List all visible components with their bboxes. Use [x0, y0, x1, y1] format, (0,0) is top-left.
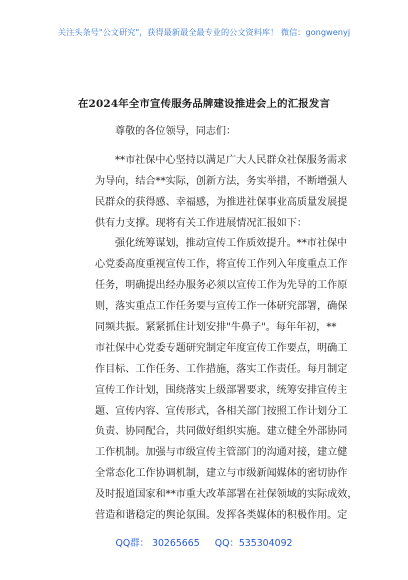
body-line: 全常态化工作协调机制，建立与市级新闻媒体的密切协作 [95, 468, 348, 480]
body-line: 为导向，结合**实际，创新方法，务实举措，不断增强人 [95, 175, 348, 187]
footer-contact [0, 535, 408, 549]
header-notice: 关注头条号"公文研究"，获得最新最全最专业的公文资料库！ 微信：gongwenyj [57, 27, 351, 37]
body-line: 则，落实重点工作任务要与宣传工作一体研究部署，确保 [95, 301, 348, 313]
body-line: 及时报道国家和**市重大改革部署在社保领域的实际成效， [95, 489, 358, 501]
body-line: 强化统筹谋划，推动宣传工作质效提升。**市社保中 [115, 238, 348, 250]
body-line: 作目标、工作任务、工作措施，落实工作责任。每月制定 [95, 363, 348, 375]
qq-group: QQ群： 30265665 [115, 538, 200, 549]
document-body [95, 122, 357, 527]
body-line: 宣传工作计划，围绕落实上级部署要求，统筹安排宣传主 [95, 384, 348, 396]
body-line: 同频共振。紧紧抓住计划安排"牛鼻子"。每年年初，** [95, 322, 337, 334]
body-line: 供有力支撑。现将有关工作进展情况汇报如下： [95, 217, 307, 229]
body-line: 负责、协同配合，共同做好组织实施。建立健全外部协同 [95, 426, 348, 438]
body-line: 市社保中心党委专题研究制定年度宣传工作要点，明确工 [95, 342, 348, 354]
qq-number: QQ：535304092 [214, 538, 293, 549]
body-line: 心党委高度重视宣传工作，将宣传工作列入年度重点工作 [95, 259, 348, 271]
body-line: 工作机制。加强与市级宣传主管部门的沟通对接，建立健 [95, 447, 348, 459]
salutation: 尊敬的各位领导，同志们： [115, 126, 237, 137]
body-line: 任务，明确提出经办服务必须以宣传工作为先导的工作原 [95, 280, 348, 292]
body-line: 营造和谐稳定的舆论氛围。发挥各类媒体的积极作用。定 [95, 510, 348, 522]
body-line: 题、宣传内容、宣传形式，各相关部门按照工作计划分工 [95, 405, 348, 417]
body-line: 民群众的获得感、幸福感，为推进社保事业高质量发展提 [95, 196, 348, 208]
body-line: **市社保中心坚持以满足广大人民群众社保服务需求 [115, 154, 348, 166]
document-title: 在2024年全市宣传服务品牌建设推进会上的汇报发言 [77, 98, 331, 110]
